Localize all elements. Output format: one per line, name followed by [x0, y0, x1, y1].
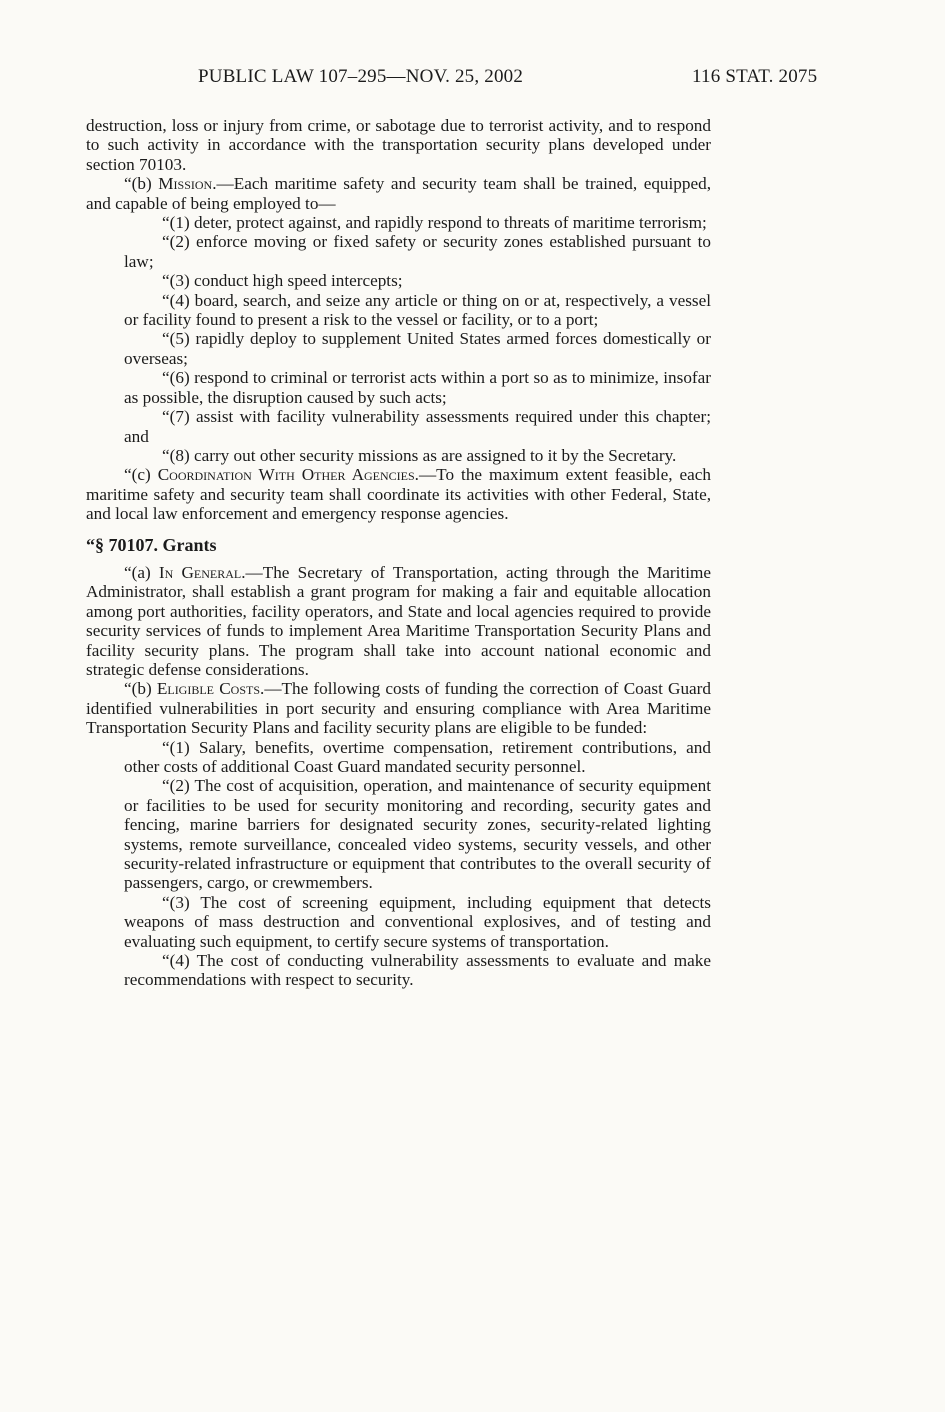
subsection-text: —The Secretary of Transportation, acting through the Maritime Administrator, shall establish a grant program for making a fair and equitable allocation among port authorities, facility operators, and State and local agencies required to provide security services of funds to implement Area Maritime Transportation Security Plans and facility security plans. The program shall take into account national economic and strategic defense considerations.	[86, 562, 711, 679]
subsection-a-general	[86, 563, 711, 679]
header-stat-page: 116 STAT. 2075	[692, 66, 818, 87]
cost-item: “(1) Salary, benefits, overtime compensation, retirement contributions, and other costs of additional Coast Guard mandated security personnel.	[124, 737, 711, 776]
subsection-prefix: “(b)	[124, 679, 157, 699]
subsection-heading: Eligible Costs.	[156, 679, 265, 699]
subsection-heading: Coordination With Other Agencies.	[157, 465, 419, 485]
subsection-c-coordination	[86, 465, 711, 523]
mission-item: “(7) assist with facility vulnerability assessments required under this chapter; and	[124, 407, 711, 446]
subsection-text: —The following costs of funding the correction of Coast Guard identified vulnerabilities in port security and ensuring compliance with Area Maritime Transportation Security Plans and facility security plans are eligible to be funded:	[86, 679, 711, 738]
subsection-prefix: “(b)	[124, 174, 159, 194]
header-title: PUBLIC LAW 107–295—NOV. 25, 2002	[198, 66, 524, 87]
page-body	[86, 116, 711, 990]
mission-item: “(5) rapidly deploy to supplement United States armed forces domestically or overseas;	[124, 329, 711, 368]
mission-item: “(1) deter, protect against, and rapidly respond to threats of maritime terrorism;	[162, 213, 707, 233]
running-header	[0, 66, 945, 92]
paragraph-continuation: destruction, loss or injury from crime, or sabotage due to terrorist activity, and to respond to such activity in accordance with the transportation security plans developed under section 70103.	[86, 116, 711, 174]
subsection-b-mission	[86, 174, 711, 213]
section-heading: “§ 70107. Grants	[86, 534, 217, 555]
mission-item: “(2) enforce moving or fixed safety or security zones established pursuant to law;	[124, 232, 711, 271]
mission-item: “(3) conduct high speed intercepts;	[162, 271, 403, 291]
subsection-text: —Each maritime safety and security team shall be trained, equipped, and capable of being employed to—	[86, 174, 712, 213]
subsection-prefix: “(a)	[124, 562, 159, 582]
subsection-b-eligible-costs	[86, 679, 711, 737]
mission-item: “(6) respond to criminal or terrorist acts within a port so as to minimize, insofar as possible, the disruption caused by such acts;	[124, 368, 711, 407]
cost-item: “(3) The cost of screening equipment, including equipment that detects weapons of mass destruction and conventional explosives, and of testing and evaluating such equipment, to certify secure systems of transportation.	[124, 892, 711, 951]
subsection-heading: In General.	[158, 562, 246, 582]
subsection-prefix: “(c)	[124, 465, 158, 485]
subsection-text: —To the maximum extent feasible, each maritime safety and security team shall coordinate its activities with other Federal, State, and local law enforcement and emergency response agencies.	[86, 465, 711, 524]
cost-item: “(2) The cost of acquisition, operation, and maintenance of security equipment or facilities to be used for security monitoring and recording, security gates and fencing, marine barriers for designated security zones, security-related lighting systems, remote surveillance, concealed video systems, security vessels, and other security-related infrastructure or equipment that contributes to the overall security of passengers, cargo, or crewmembers.	[124, 776, 711, 893]
subsection-heading: Mission.	[158, 174, 217, 194]
cost-item: “(4) The cost of conducting vulnerability assessments to evaluate and make recommendations with respect to security.	[124, 951, 711, 990]
mission-item: “(4) board, search, and seize any article or thing on or at, respectively, a vessel or facility found to present a risk to the vessel or facility, or to a port;	[124, 290, 711, 330]
mission-item: “(8) carry out other security missions as are assigned to it by the Secretary.	[162, 445, 677, 465]
